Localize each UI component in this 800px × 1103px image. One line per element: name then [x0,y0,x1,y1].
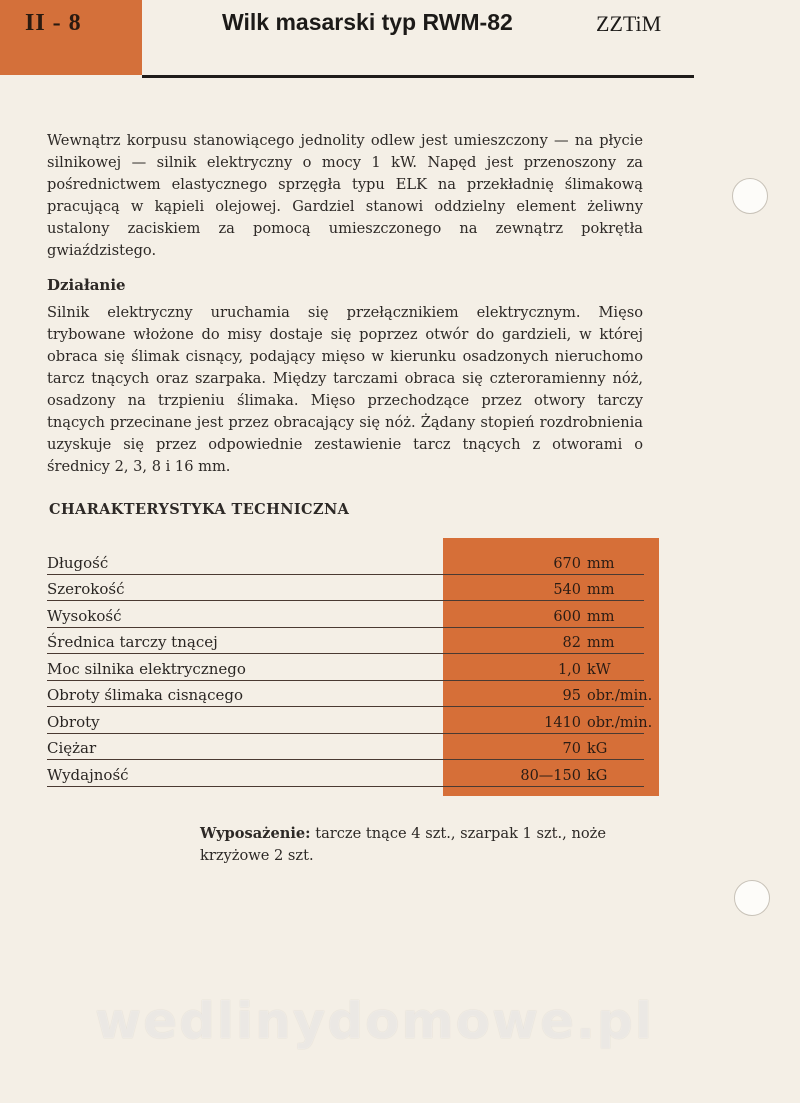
intro-paragraph: Wewnątrz korpusu stanowiącego jednolity odlew jest umieszczony — na płycie silnikowej — silnik elektryczny o mocy 1 kW. Napęd jest przenoszony za pośrednictwem elastycznego sprzęgła typu ELK na przekładnię ślimakową pracującą w kąpieli olejowej. Gardziel stanowi oddzielny element żeliwny ustalony zaciskiem za pomocą umieszczonego na zewnątrz pokrętła gwiaździstego. [47,132,643,259]
spec-row [47,707,653,734]
spec-value: 1,0 [557,661,581,678]
equipment-note [200,823,640,867]
spec-label: Moc silnika elektrycznego [47,659,246,678]
spec-unit: kW [587,661,611,678]
spec-row [47,760,644,787]
spec-row [47,681,653,708]
operation-heading: Działanie [47,276,126,294]
page-code-tab [0,0,142,75]
spec-unit: kG [587,767,608,784]
spec-unit: mm [587,635,615,651]
spec-label: Długość [47,553,109,572]
specs-heading: CHARAKTERYSTYKA TECHNICZNA [49,501,350,518]
document-title: Wilk masarski typ RWM-82 [222,9,513,35]
spec-value: 1410 [544,714,581,731]
brand-label: ZZTiM [596,11,662,36]
watermark: wedlinydomowe.pl [95,992,654,1050]
spec-unit: kG [587,741,608,757]
spec-unit: obr./min. [587,714,653,731]
operation-paragraph: Silnik elektryczny uruchamia się przełącznikiem elektrycznym. Mięso trybowane włożone do misy dostaje się poprzez otwór do gardzieli, w której obraca się ślimak cisnący, podający mięso w kierunku osadzonych nieruchomo tarcz tnących oraz szarpaka. Między tarczami obraca się czteroramienny nóż, osadzony na trzpieniu ślimaka. Mięso przechodzące przez otwory tarczy tnących przecinane jest przez obracający się nóż. Żądany stopień rozdrobnienia uzyskuje się przez odpowiednie zestawienie tarcz tnących z otworami o średnicy 2, 3, 8 i 16 mm. [47,304,643,475]
spec-value: 80—150 [520,767,581,784]
spec-row [47,601,644,628]
spec-label: Ciężar [47,739,97,757]
spec-label: Wydajność [47,765,129,784]
spec-unit: obr./min. [587,688,653,704]
spec-unit: mm [587,555,615,572]
spec-unit: mm [587,582,615,598]
punch-hole-bottom [734,880,770,916]
spec-label: Szerokość [47,580,125,598]
spec-value: 540 [553,582,581,598]
spec-value: 600 [553,608,581,625]
spec-row [47,548,644,575]
punch-hole-top [732,178,768,214]
spec-label: Obroty [47,712,100,731]
spec-label: Średnica tarczy tnącej [47,633,218,651]
equipment-label: Wyposażenie: [200,825,311,842]
spec-row [47,654,644,681]
equipment-text: tarcze tnące 4 szt., szarpak 1 szt., noże krzyżowe 2 szt. [200,825,606,864]
spec-label: Obroty ślimaka cisnącego [47,686,244,704]
spec-value: 70 [562,741,581,757]
spec-unit: mm [587,608,615,625]
spec-row [47,734,644,761]
header-rule [142,75,694,78]
spec-value: 82 [562,635,581,651]
spec-value: 670 [553,555,581,572]
specs-table [47,548,653,787]
spec-row [47,575,644,602]
spec-label: Wysokość [47,606,122,625]
spec-value: 95 [562,688,581,704]
page-code: II - 8 [25,10,82,36]
spec-row [47,628,644,655]
